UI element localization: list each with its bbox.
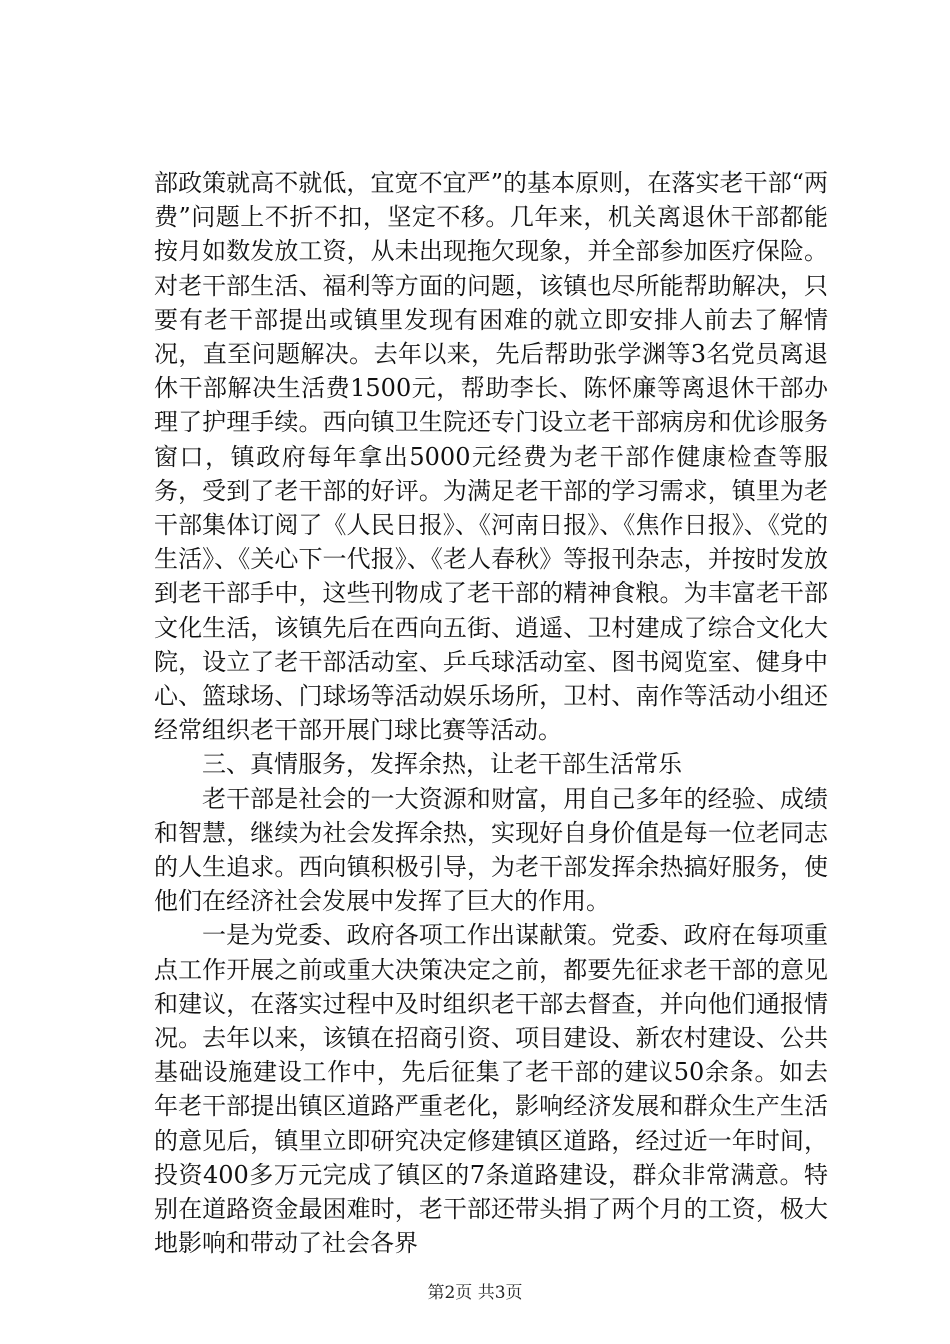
section-heading: 三、真情服务，发挥余热，让老干部生活常乐 — [202, 750, 682, 779]
body-text — [154, 166, 828, 1261]
paragraph: 老干部是社会的一大资源和财富，用自己多年的经验、成绩和智慧，继续为社会发挥余热，实现好自身价值是每一位老同志的人生追求。西向镇积极引导，为老干部发挥余热搞好服务，使他们在经济社会发展中发挥了巨大的作用。 — [154, 784, 828, 916]
paragraph-continued: 部政策就高不就低，宜宽不宜严”的基本原则，在落实老干部“两费”问题上不折不扣，坚定不移。几年来，机关离退休干部都能按月如数发放工资，从未出现拖欠现象，并全部参加医疗保险。对老干部生活、福利等方面的问题，该镇也尽所能帮助解决，只要有老干部提出或镇里发现有困难的就立即安排人前去了解情况，直至问题解决。去年以来，先后帮助张学渊等3名党员离退休干部解决生活费1500元，帮助李长、陈怀廉等离退休干部办理了护理手续。西向镇卫生院还专门设立老干部病房和优诊服务窗口，镇政府每年拿出5000元经费为老干部作健康检查等服务，受到了老干部的好评。为满足老干部的学习需求，镇里为老干部集体订阅了《人民日报》、《河南日报》、《焦作日报》、《党的生活》、《关心下一代报》、《老人春秋》等报刊杂志，并按时发放到老干部手中，这些刊物成了老干部的精神食粮。为丰富老干部文化生活，该镇先后在西向五街、逍遥、卫村建成了综合文化大院，设立了老干部活动室、乒乓球活动室、图书阅览室、健身中心、篮球场、门球场等活动娱乐场所，卫村、南作等活动小组还经常组织老干部开展门球比赛等活动。 — [154, 169, 828, 745]
paragraph: 一是为党委、政府各项工作出谋献策。党委、政府在每项重点工作开展之前或重大决策决定之前，都要先征求老干部的意见和建议，在落实过程中及时组织老干部去督查，并向他们通报情况。去年以来，该镇在招商引资、项目建设、新农村建设、公共基础设施建设工作中，先后征集了老干部的建议50余条。如去年老干部提出镇区道路严重老化，影响经济发展和群众生产生活的意见后，镇里立即研究决定修建镇区道路，经过近一年时间，投资400多万元完成了镇区的7条道路建设，群众非常满意。特别在道路资金最困难时，老干部还带头捐了两个月的工资，极大地影响和带动了社会各界 — [154, 921, 828, 1258]
page-number: 第2页 共3页 — [427, 1283, 523, 1303]
